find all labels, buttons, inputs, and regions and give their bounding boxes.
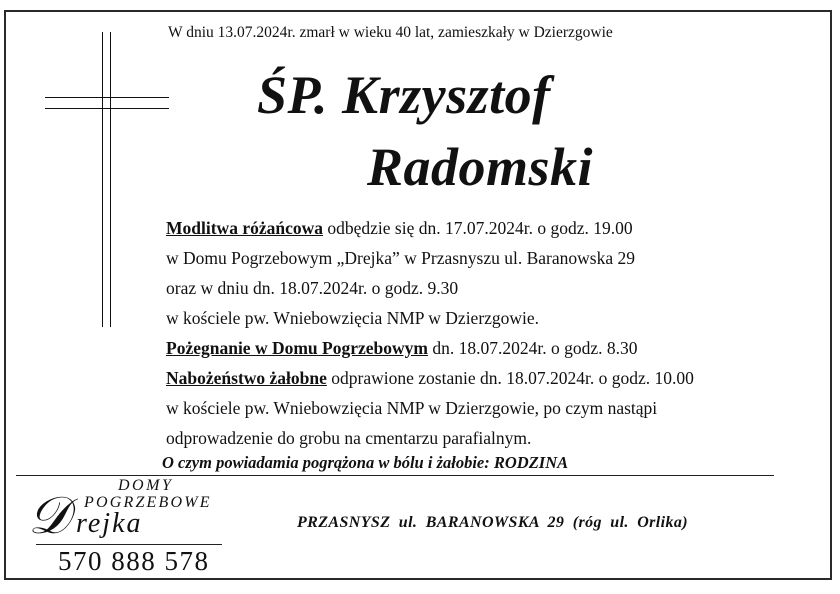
cross-icon [102, 32, 111, 327]
logo-brand-text: rejka [76, 508, 143, 539]
farewell-text: dn. 18.07.2024r. o godz. 8.30 [427, 338, 638, 358]
logo-initial: 𝒟 [28, 486, 70, 546]
rosary-line [166, 215, 694, 245]
farewell-label: Pożegnanie w Domu Pogrzebowym [166, 338, 428, 358]
detail-line: oraz w dniu dn. 18.07.2024r. o godz. 9.30 [166, 278, 459, 298]
detail-line: w Domu Pogrzebowym „Drejka” w Przasnyszu ul. Baranowska 29 [166, 248, 635, 268]
detail-line: w kościele pw. Wniebowzięcia NMP w Dzierzgowie. [166, 308, 540, 328]
phone-number: 570 888 578 [58, 546, 210, 576]
rosary-text: odbędzie się dn. 17.07.2024r. o godz. 19.00 [323, 218, 633, 238]
rosary-label: Modlitwa różańcowa [166, 218, 323, 238]
detail-line: odprowadzenie do grobu na cmentarzu parafialnym. [166, 428, 532, 448]
logo-domy-text: DOMY [118, 477, 174, 494]
service-line [166, 365, 694, 395]
deceased-name-first: ŚP. Krzysztof [257, 65, 551, 125]
family-closing: O czym powiadamia pogrążona w bólu i żałobie: RODZINA [162, 453, 569, 472]
farewell-line [166, 335, 694, 365]
logo-underline [36, 544, 222, 545]
service-text: odprawione zostanie dn. 18.07.2024r. o godz. 10.00 [326, 368, 694, 388]
detail-line: w kościele pw. Wniebowzięcia NMP w Dzierzgowie, po czym nastąpi [166, 398, 658, 418]
cross-icon-bar [45, 97, 169, 109]
footer-divider [16, 475, 774, 476]
deceased-name-last: Radomski [367, 137, 594, 197]
ceremony-details [166, 215, 694, 455]
funeral-home-address: PRZASNYSZ ul. BARANOWSKA 29 (róg ul. Orlika) [297, 514, 689, 531]
logo-pogrzebowe-text: POGRZEBOWE [84, 494, 212, 511]
death-notice-intro: W dniu 13.07.2024r. zmarł w wieku 40 lat, zamieszkały w Dzierzgowie [168, 24, 613, 41]
service-label: Nabożeństwo żałobne [166, 368, 327, 388]
